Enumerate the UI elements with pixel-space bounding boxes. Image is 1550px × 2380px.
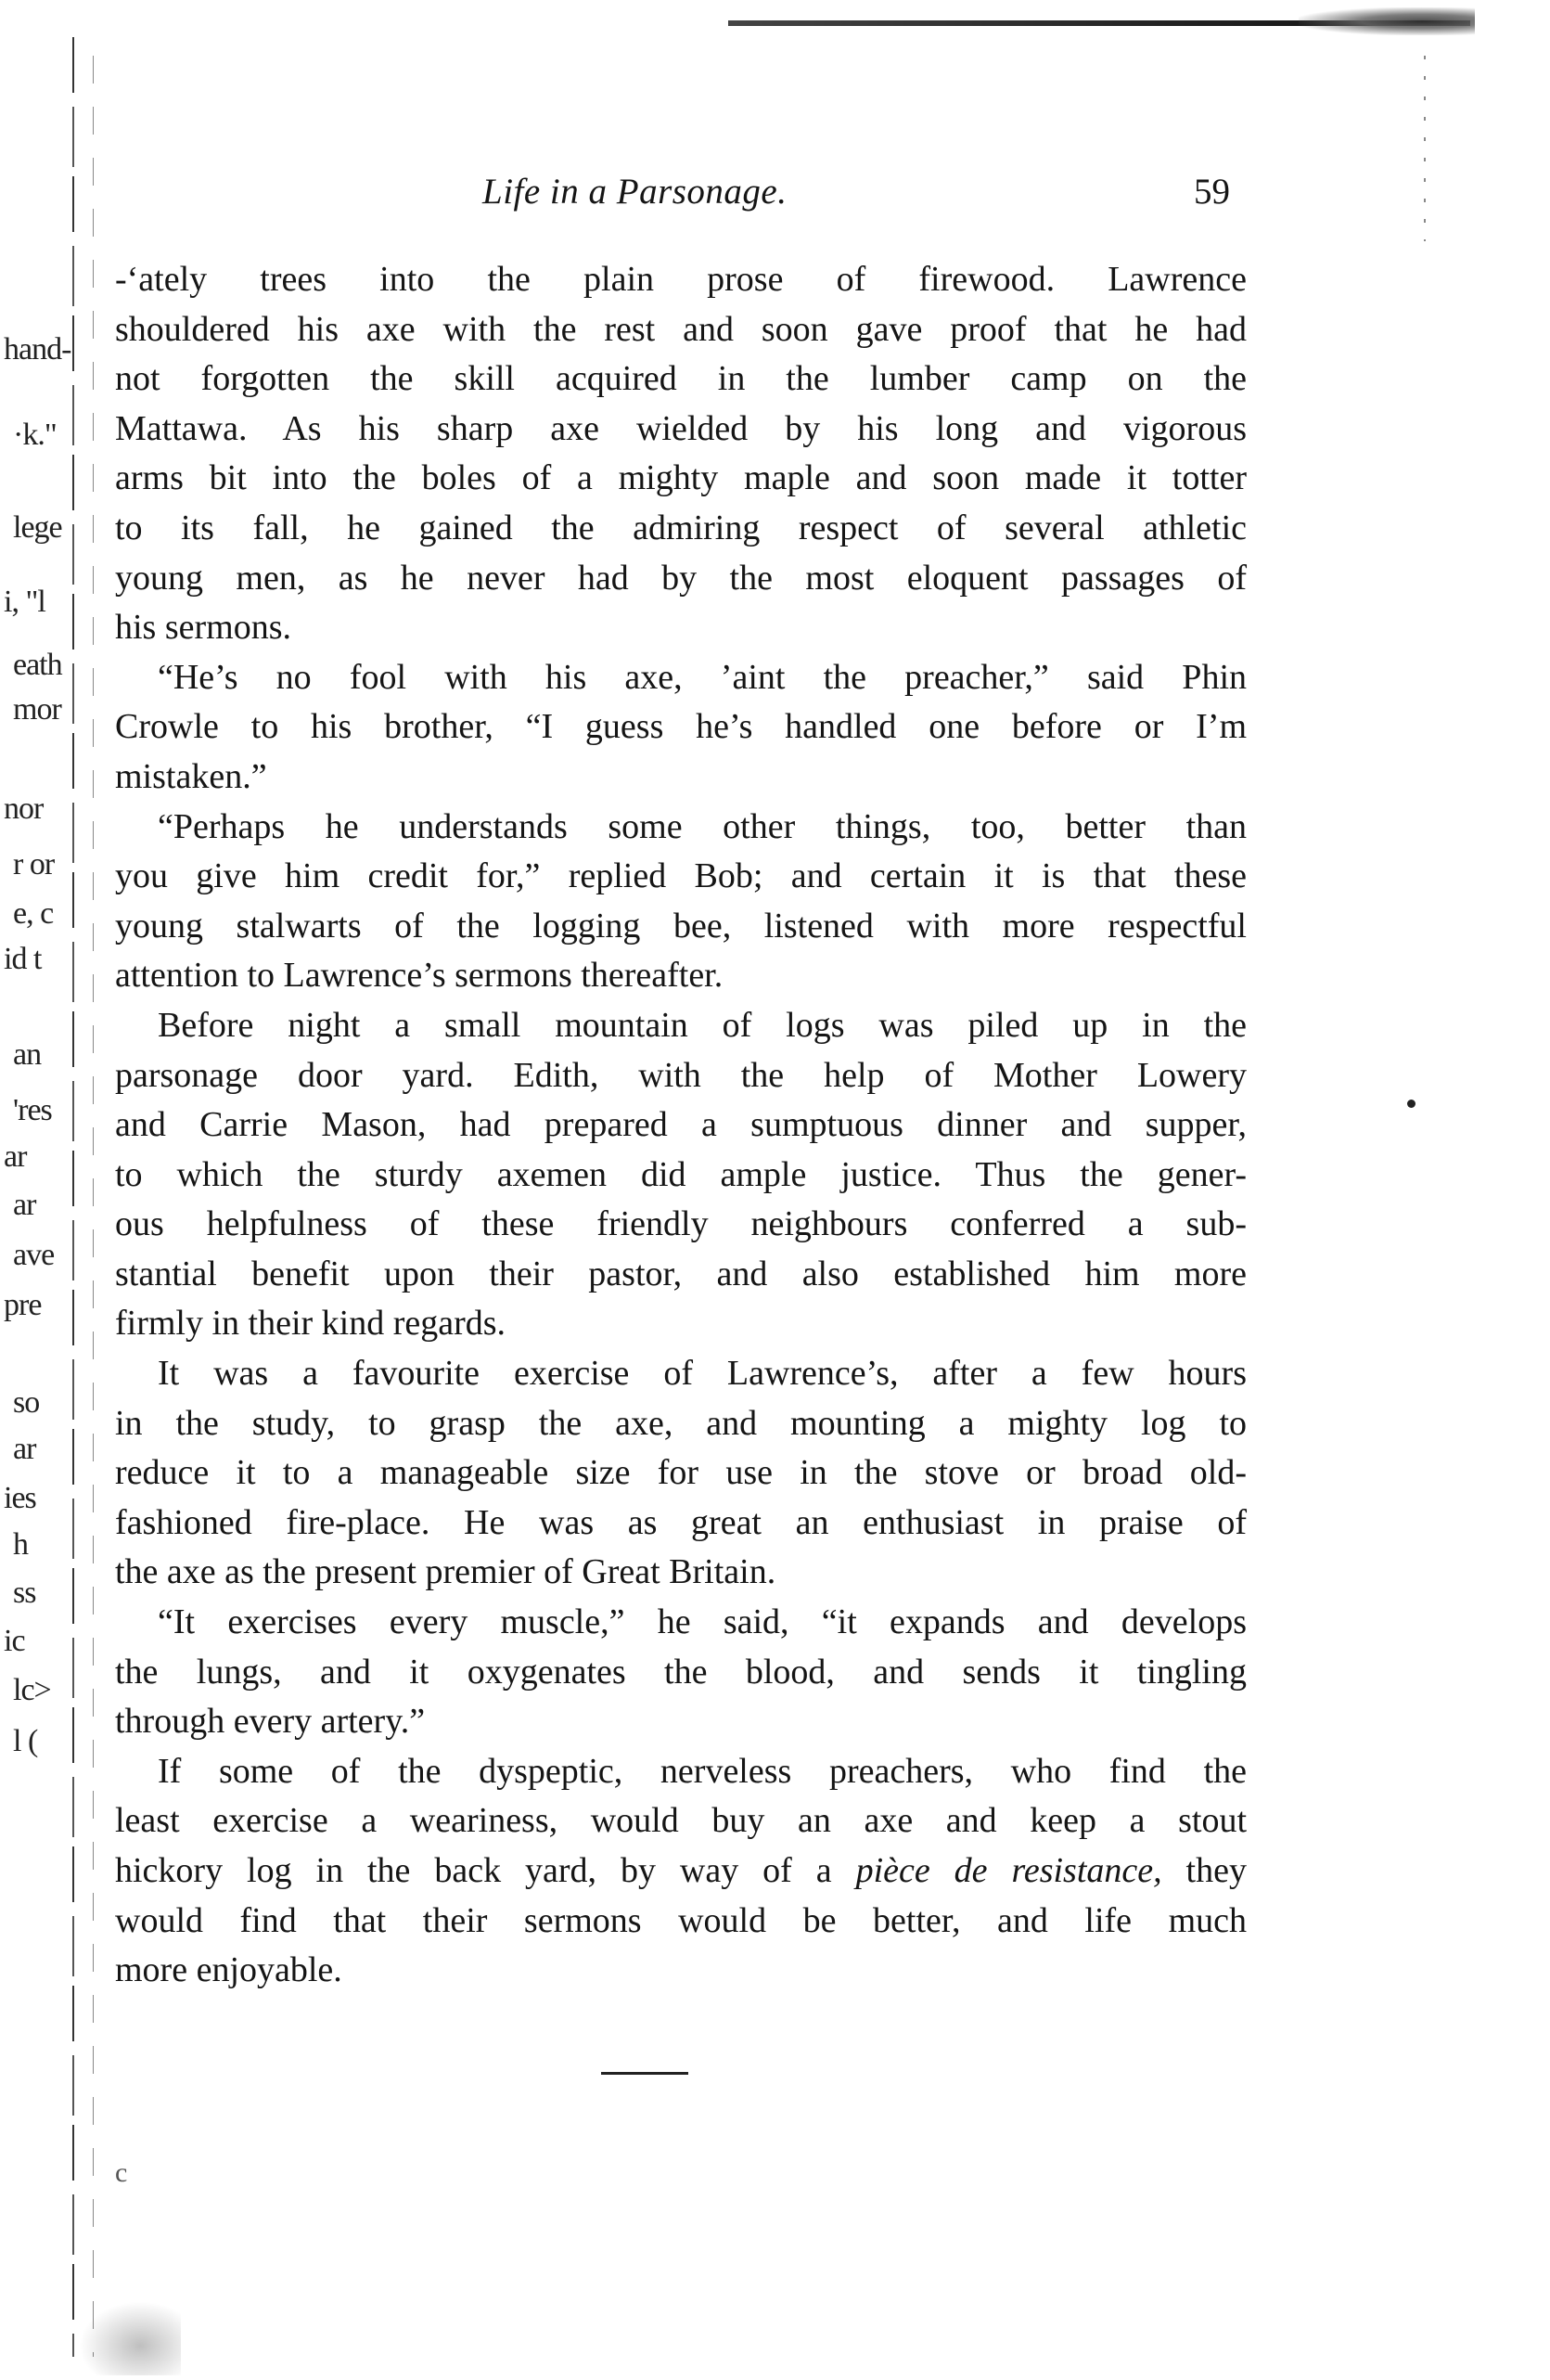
text-line: ous helpfulness of these friendly neighbours conferred a sub-	[115, 1204, 1247, 1244]
text-line: the axe as the present premier of Great Britain.	[115, 1552, 776, 1592]
bleed-through-fragment: eath	[13, 648, 62, 682]
text-line: his sermons.	[115, 608, 291, 648]
text-line: and Carrie Mason, had prepared a sumptuous dinner and supper,	[115, 1105, 1247, 1145]
text-line: attention to Lawrence’s sermons thereafter.	[115, 956, 724, 996]
text-line: “He’s no fool with his axe, ’aint the preacher,” said Phin	[158, 657, 1247, 697]
paragraph	[115, 1598, 1247, 1747]
text-line: you give him credit for,” replied Bob; and certain it is that these	[115, 856, 1247, 896]
text-fragment: hickory log in the back yard, by way of a	[115, 1851, 856, 1890]
facing-page-bleed-through	[0, 0, 111, 2380]
bleed-through-fragment: hand-	[4, 332, 71, 367]
text-line: young stalwarts of the logging bee, listened with more respectful	[115, 906, 1247, 946]
text-line: more enjoyable.	[115, 1950, 342, 1990]
bleed-through-fragment: ar	[13, 1432, 36, 1466]
bleed-through-fragment: l (	[13, 1724, 38, 1758]
text-line: firmly in their kind regards.	[115, 1304, 506, 1344]
text-fragment: they	[1161, 1851, 1247, 1890]
text-line: through every artery.”	[115, 1702, 426, 1742]
bleed-through-fragment: h	[13, 1527, 28, 1562]
page-number: 59	[1194, 172, 1230, 212]
paragraph	[115, 1001, 1247, 1349]
text-line: to which the sturdy axemen did ample justice. Thus the gener-	[115, 1154, 1247, 1194]
text-line: arms bit into the boles of a mighty maple and soon made it totter	[115, 458, 1247, 498]
text-line: Crowle to his brother, “I guess he’s handled one before or I’m	[115, 707, 1247, 747]
text-line: in the study, to grasp the axe, and mounting a mighty log to	[115, 1403, 1247, 1443]
bleed-through-fragment: 'res	[13, 1093, 52, 1127]
text-line: -‘ately trees into the plain prose of firewood. Lawrence	[115, 260, 1247, 299]
bleed-through-fragment: ·k."	[13, 418, 57, 452]
bleed-through-fragment: lege	[13, 510, 62, 545]
paragraph	[115, 803, 1247, 1001]
text-line: would find that their sermons would be better, and life much	[115, 1900, 1247, 1940]
paragraph	[115, 1349, 1247, 1598]
text-line: young men, as he never had by the most eloquent passages of	[115, 558, 1247, 598]
text-line: parsonage door yard. Edith, with the help of Mother Lowery	[115, 1055, 1247, 1095]
bleed-through-fragment: ss	[13, 1576, 36, 1610]
text-line: not forgotten the skill acquired in the lumber camp on the	[115, 359, 1247, 399]
text-line: If some of the dyspeptic, nerveless preachers, who find the	[158, 1751, 1247, 1791]
bleed-through-fragment: ar	[4, 1139, 27, 1174]
text-line: It was a favourite exercise of Lawrence’s, after a few hours	[158, 1354, 1247, 1394]
paragraph	[115, 653, 1247, 803]
running-title: Life in a Parsonage.	[482, 172, 788, 212]
bleed-through-fragment: an	[13, 1037, 42, 1072]
stray-mark: c	[115, 2157, 128, 2188]
bleed-through-fragment: e, c	[13, 896, 54, 931]
bleed-through-fragment: lc>	[13, 1673, 51, 1707]
bleed-through-fragment: nor	[4, 791, 44, 826]
text-line: “It exercises every muscle,” he said, “it expands and develops	[158, 1602, 1247, 1642]
text-line: stantial benefit upon their pastor, and also established him more	[115, 1254, 1247, 1293]
text-line: Before night a small mountain of logs was piled up in the	[158, 1005, 1247, 1045]
text-line: the lungs, and it oxygenates the blood, and sends it tingling	[115, 1652, 1247, 1692]
text-line: mistaken.”	[115, 756, 267, 796]
paragraph	[115, 255, 1247, 653]
bleed-through-fragment: so	[13, 1385, 40, 1420]
bleed-through-fragment: ar	[13, 1188, 36, 1222]
bleed-through-fragment: i, "l	[4, 585, 45, 619]
bleed-through-fragment: id t	[4, 942, 42, 976]
text-line: reduce it to a manageable size for use in the stove or broad old-	[115, 1453, 1247, 1493]
bleed-through-fragment: mor	[13, 692, 61, 727]
bleed-through-fragment: ave	[13, 1238, 55, 1272]
scan-smudge	[1299, 7, 1475, 35]
text-line: “Perhaps he understands some other things, too, better than	[158, 806, 1247, 846]
margin-dot	[1407, 1100, 1415, 1108]
text-line: fashioned fire-place. He was as great an enthusiast in praise of	[115, 1502, 1247, 1542]
bleed-through-fragment: r or	[13, 847, 55, 881]
text-line: to its fall, he gained the admiring respect of several athletic	[115, 508, 1247, 547]
bleed-through-fragment: ies	[4, 1481, 36, 1515]
italic-phrase: pièce de resistance,	[855, 1851, 1162, 1890]
margin-speckle	[1424, 56, 1426, 241]
text-line: least exercise a weariness, would buy an axe and keep a stout	[115, 1801, 1247, 1841]
bleed-through-fragment: ic	[4, 1624, 25, 1658]
text-line	[115, 1846, 1247, 1897]
body-text	[115, 255, 1247, 1996]
text-line: shouldered his axe with the rest and soon gave proof that he had	[115, 309, 1247, 349]
text-line: Mattawa. As his sharp axe wielded by his long and vigorous	[115, 408, 1247, 448]
paragraph	[115, 1747, 1247, 1996]
corner-smudge	[79, 2301, 181, 2375]
section-end-rule	[601, 2072, 688, 2075]
bleed-through-fragment: pre	[4, 1288, 42, 1322]
